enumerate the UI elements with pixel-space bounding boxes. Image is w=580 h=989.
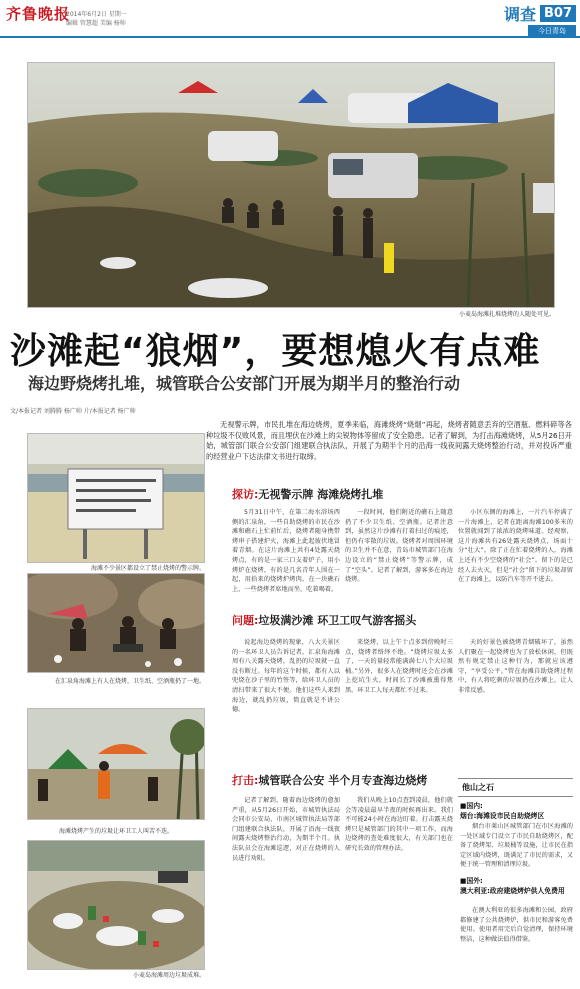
sidebar-item1-text: 烟台市莱山区城管部门在市区海滩的一处区域专门设立了市民自助烧烤区，配备了烧烤架、垃圾桶等设施，让市民在指定区域内烧烤，既满足了市民的需求，又便于统一管理和清理垃圾。 [460,823,573,869]
warning-sign-photo [28,434,205,563]
section3-col2: 我们从晚上10点查到凌晨，他们就会等凌晨最早半夜的时候再出来。我们不可能24小时在海边盯着。打击露天烧烤只是城管部门的其中一项工作，而海边烧烤的查处难度很大，有关部门也在研究长效的管理办法。 [345,797,453,852]
section1-col2: 一段时间，他们附近的礁石上随意扔了不少卫生纸、空酒瓶。记者注意到，虽然这片沙滩有打着扫过的痕迹，但仍有零散的垃圾。烧烤者对周围环境的卫生并不在意，青岛市城管部门在海边设立的“禁止烧烤”等警示牌，成了“空头”。记者了解到，游客多在海边烧烤。 [345,509,453,584]
byline: 文/本报记者 刘腾腾 杨广帅 片/本报记者 杨广帅 [10,408,136,415]
section1-col3: 小区东侧的海滩上，一片汽车停满了一片海滩上，记者在距离海滩100多米的位置就闻到了浓浓的烧烤味道。经观察，这片海滩共有26处露天烧烤点，场面十分“壮大”。除了正在忙着烧烤的人，海滩上还有不少空烧烤的“社会”。留下的是已经人去火灭，但是“社会”留下的垃圾却留在了海滩上，以防汽车等开不进去。 [458,509,573,584]
left-photo-4 [27,840,205,970]
sidebar-item2-label: ■国外: [460,877,483,885]
section3-heading [232,772,427,788]
left-photo-2 [27,573,205,673]
section2-heading [232,612,416,628]
left-photo-2-caption: 在汇泉角海滩上有人在烧烤，卫生纸、空酒瓶扔了一地。 [54,678,205,685]
section3-col1: 记者了解到，随着海边烧烤的愈加严重，从5月26日开始，市城管执法局会同市公安局、市南区城管执法局等部门组建联合执法队，开展了沿海一线夜间露天烧烤整治行动，为期半个月。执法队员会在海滩巡逻，对正在烧烤的人员进行劝阻。 [232,797,340,862]
section-name: 调查 [503,4,536,24]
section1-title: 无视警示牌 海滩烧烤扎堆 [258,488,384,501]
left-photo-3 [27,708,205,820]
section1-tag: 探访: [232,488,259,501]
left-photo-1 [27,433,205,563]
issue-date: 2014年6月2日 星期一 [66,11,127,18]
editor-credits: 编辑 管慧超 美编 杨帅 [66,20,126,27]
trash-pile-photo [28,841,205,970]
section1-col1: 5月31日中午，在第二海水浴场西侧的汇泉角，一些自助烧烤的市民在沙滩和礁石上忙前忙后，烧烤者随身携带烤串子搭建炉火，海滩上此起彼伏地冒着青烟。在这片海滩上共有4处露天烧烤点，有的是一家三口支着炉子，用小烤炉在烧烤，有的是几名青年人围在一起，用拾来的烧烤炉烤肉。在一块礁石上，一些烧烤者席地而坐，吃着喝着。 [232,509,340,593]
sidebar-item2-head: 澳大利亚:政府建烧烤炉供人免费用 [460,887,565,895]
edition-label: 今日青岛 [528,25,576,37]
section1-heading [232,486,383,502]
main-photo [27,62,555,308]
left-photo-4-caption: 小麦岛海滩周边垃圾成堆。 [132,972,205,979]
section-label [504,2,576,24]
sidebar-item1-label: ■国内: [460,802,483,810]
rock-bbq-photo [28,574,205,673]
sidebar-rule-2 [458,796,573,797]
page-number: B07 [540,5,576,22]
beach-bbq-photo [28,63,555,308]
left-photo-1-caption: 海滩不少景区都设立了禁止烧烤的警示牌。 [90,565,205,572]
main-photo-caption: 小麦岛海滩扎堆烧烤的人随处可见。 [458,311,555,318]
sanitation-worker-photo [28,709,205,820]
section3-tag: 打击: [232,774,259,787]
section2-tag: 问题: [232,614,259,627]
newspaper-logo: 齐鲁晚报 [6,5,71,23]
sidebar-title: 他山之石 [462,783,494,792]
lead-paragraph: 无视警示牌，市民扎堆在海边烧烤，夏季来临，海滩烧烤“烧烟”再起，烧烤者随意丢弃的空酒瓶、燃料碎等各种垃圾不仅败风景，而且埋伏在沙滩上的尖锐物体等留成了安全隐患。记者了解到，为打击海滩烧烤，从5月26日开始，城管部门联合公安部门组建联合执法队，开展了为期半个月的沿海一线夜间露天烧烤整治行动，并对投诉严重的经营业户下达法律文书进行取缔。 [206,420,572,461]
section2-col3: 天的好景色被烧烤青烟破坏了，虽然人们聚在一起烧烤也为了放松休闲，但既然有规定禁止这种行为，那就应该遵守，“享受公平。”管在海滩自助烧烤过程中，有人将吃剩的垃圾扔在沙滩上，让人非常反感。 [458,639,573,694]
section2-col1: 说起海边烧烤的现象，八大关景区的一名环卫人员告诉记者，汇泉角海滩周有八关露天烧烤，乱扔的垃圾就一直没有断过。每年的这个时候，都有人以兜烧在沙子里的竹签等，给环卫人员的清扫带来了很大不便。他们这些人来到海边，就乱扔垃圾，简直就是不讲公德。 [232,639,340,714]
section2-col2: 来烧烤，以上午十点多到傍晚时三点，烧烤者络绎不绝。“烧烤垃圾太多了，一天的量轻常能满满七八个大垃圾桶。”另外，很多人在烧烤时还会在沙滩上挖坑生火，时间长了沙滩被熏得焦黑。环卫工人每天都忙不过来。 [345,639,453,694]
left-photo-3-caption: 海滩烧烤产生的垃圾让环卫工人叫苦不迭。 [58,828,173,835]
section3-title: 城管联合公安 半个月专查海边烧烤 [258,774,428,787]
sidebar-rule [458,778,573,779]
section2-title: 垃圾满沙滩 环卫工叹气游客摇头 [258,614,417,627]
sidebar-item1-head: 烟台:海滩设市民自助烧烤区 [460,812,545,820]
masthead [0,0,580,38]
headline: 沙滩起“狼烟”，要想熄火有点难 [10,331,541,372]
subheadline: 海边野烧烤扎堆，城管联合公安部门开展为期半月的整治行动 [28,374,461,393]
sidebar-item2-text: 在澳大利亚的很多海滩和公园，政府都修建了公共烧烤炉，供市民和游客免费使用。使用者用完后自觉清理，保持环境整洁，这种做法值得借鉴。 [460,907,573,943]
